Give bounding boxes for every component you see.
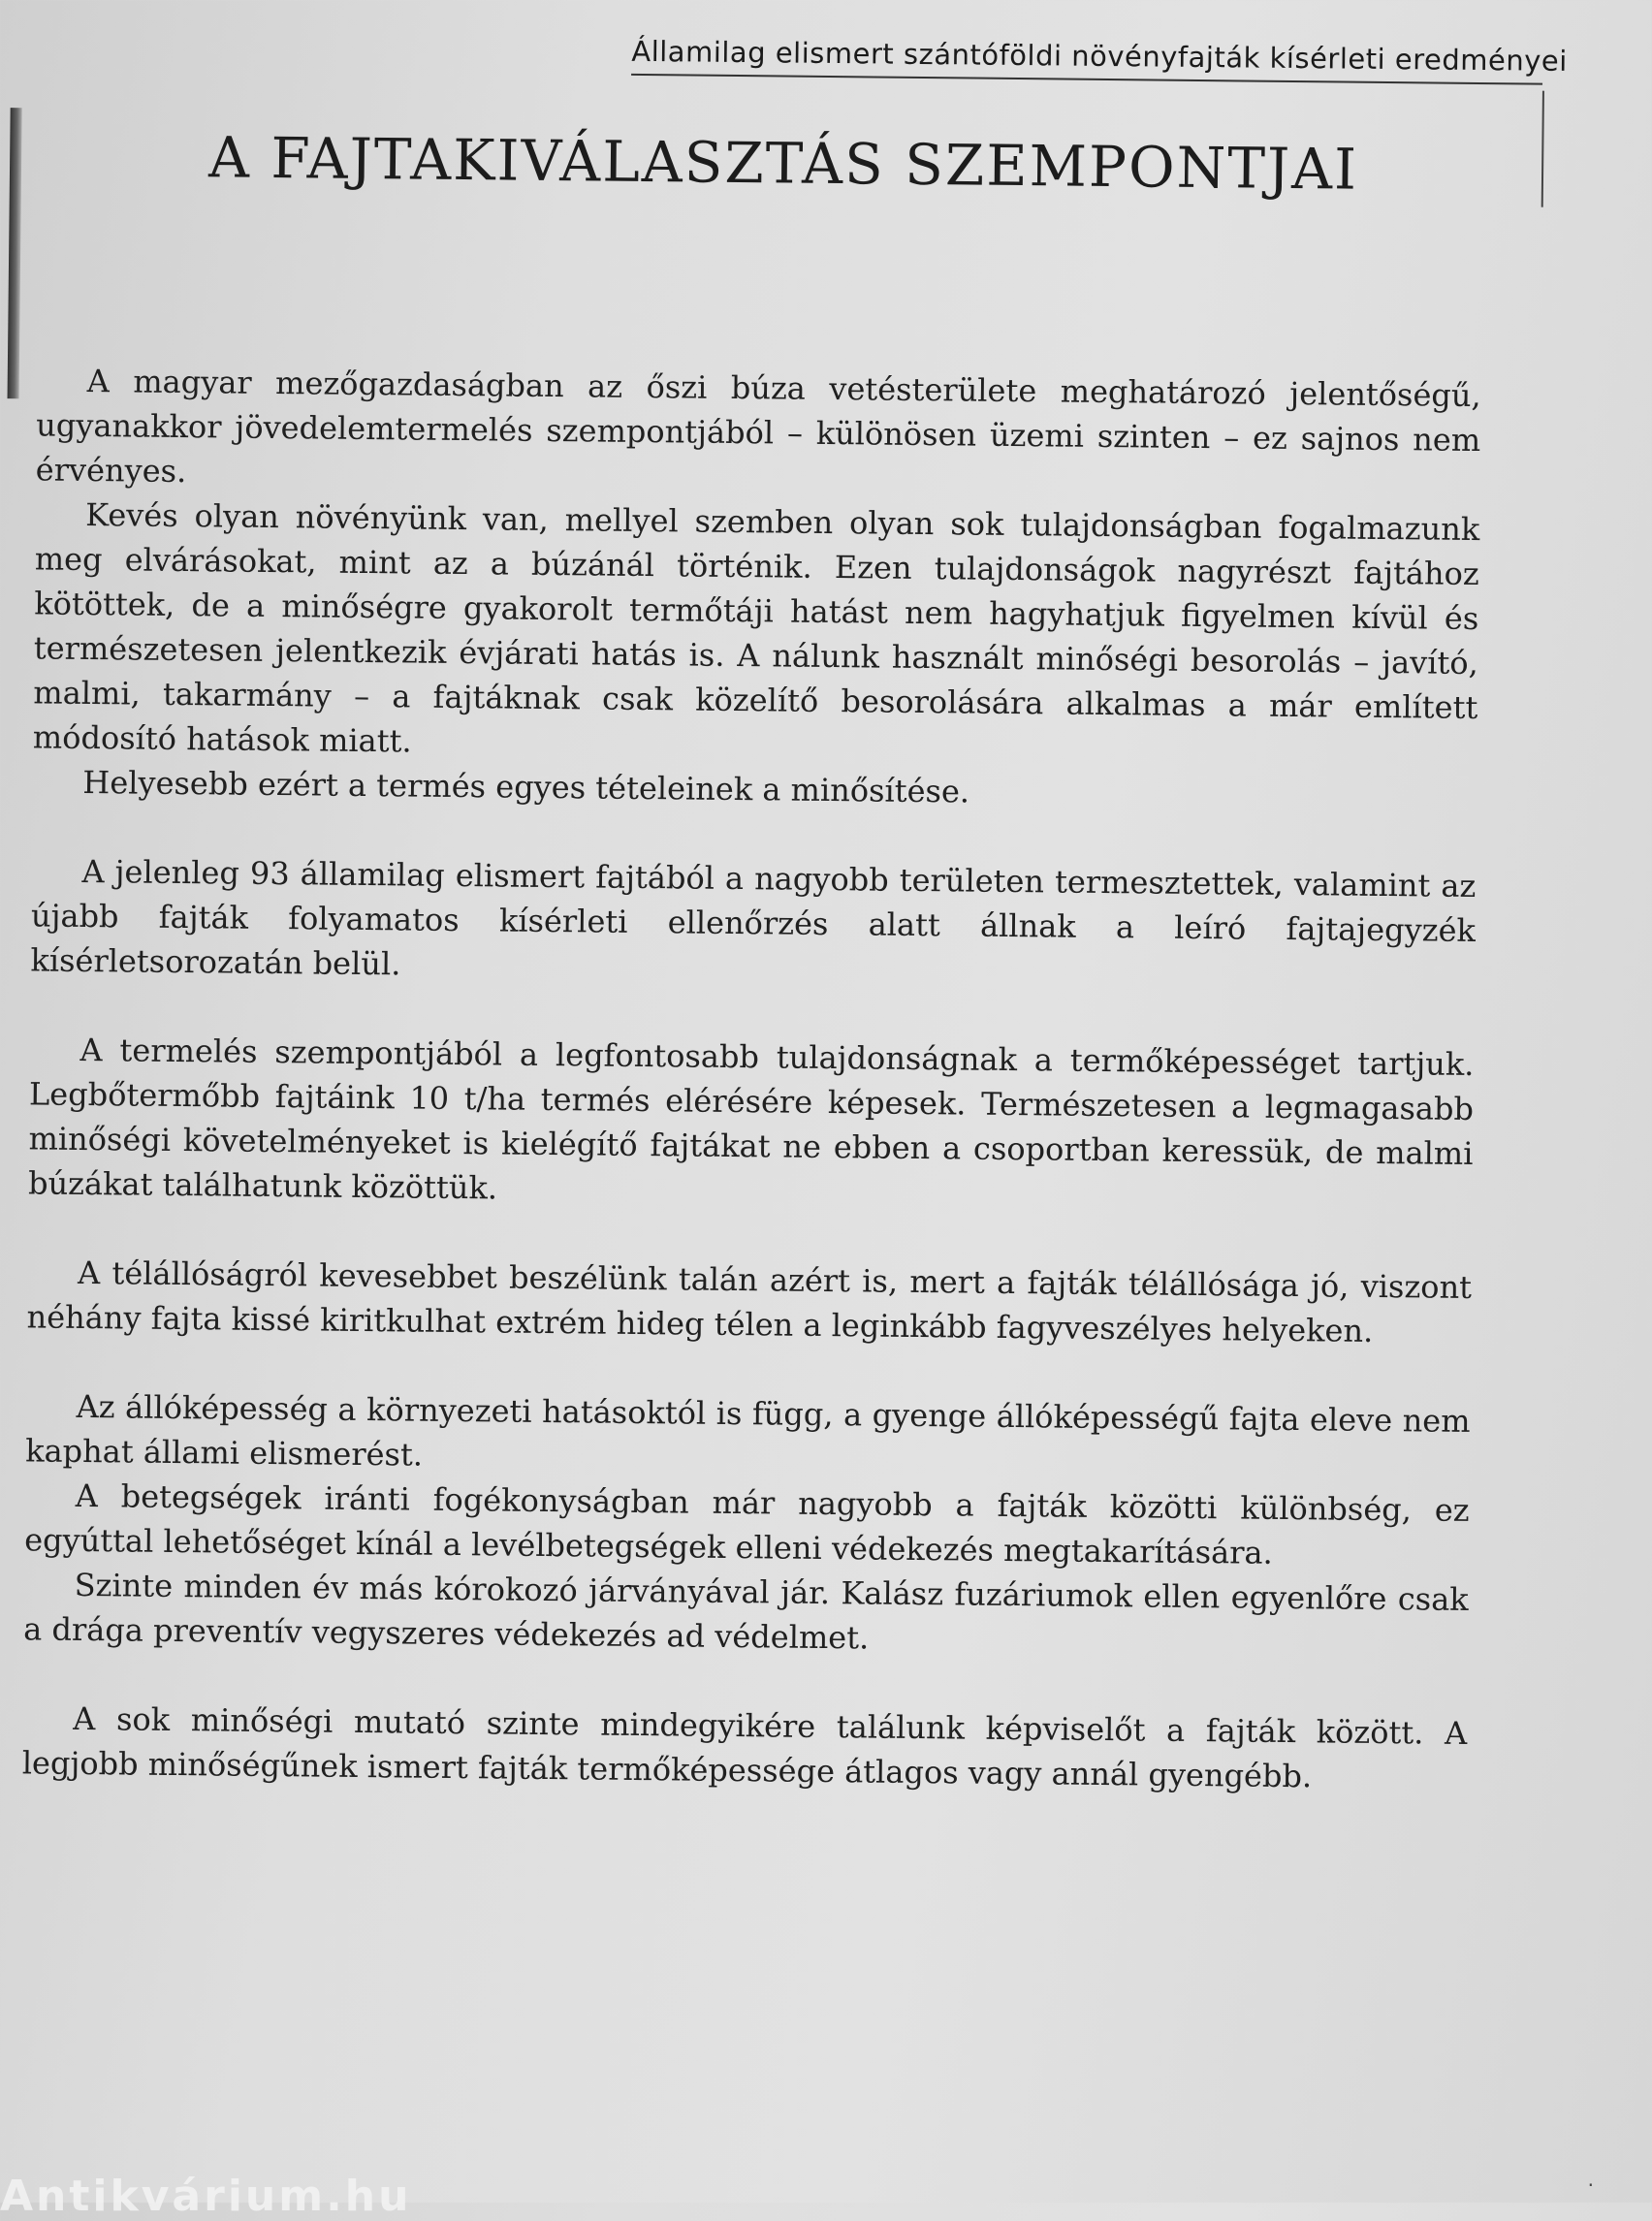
- binding-edge: [8, 108, 22, 398]
- paragraph-qualification: Helyesebb ezért a termés egyes tételeinek a minősítése.: [82, 763, 970, 810]
- paragraph-quality-indicators: A sok minőségi mutató szinte mindegyikére találunk képviselőt a fajták között. A legjobb minőségűnek ismert fajták termőképessége átlagos vagy annál gyengébb.: [21, 1699, 1468, 1795]
- chapter-title: A FAJTAKIVÁLASZTÁS SZEMPONTJAI: [207, 124, 1359, 203]
- paragraph-recognized-varieties: A jelenleg 93 államilag elismert fajtából a nagyobb területen termesztettek, valamint az újabb fajták folyamatos kísérleti ellenőrzés alatt állnak a leíró fajtajegyzék kísérletsorozatán belül.: [30, 852, 1477, 983]
- body-text: [22, 358, 1481, 1800]
- header-bracket: [1541, 91, 1544, 207]
- paragraph-requirements: Kevés olyan növényünk van, mellyel szemben olyan sok tulajdonságban fogalmazunk meg elvárásokat, mint az a búzánál történik. Ezen tulajdonságok nagyrészt fajtához kötöttek, de a minőségre gyakorolt termőtáji hatást nem hagyhatjuk figyelmen kívül és természetesen jelentkezik évjárati hatás is. A nálunk használt minőségi besorolás – javító, malmi, takarmány – a fajtáknak csak közelítő besorolására alkalmas a már említett módosító hatások miatt.: [32, 495, 1480, 760]
- paragraph-intro: A magyar mezőgazdaságban az őszi búza vetésterülete meghatározó jelentőségű, ugyanakkor jövedelemtermelés szempontjából – különösen üzemi szinten – ez sajnos nem érvényes.: [35, 362, 1481, 491]
- watermark: Antikvárium.hu: [0, 2172, 412, 2221]
- paragraph-winter-hardiness: A télállóságról kevesebbet beszélünk talán azért is, mert a fajták télállósága jó, viszont néhány fajta kissé kiritkulhat extrém hideg télen a leginkább fagyveszélyes helyeken.: [26, 1253, 1473, 1349]
- paragraph-standing-ability: Az állóképesség a környezeti hatásoktól is függ, a gyenge állóképességű fajta eleve nem kaphat állami elismerést.: [24, 1387, 1471, 1474]
- paragraph-yield: A termelés szempontjából a legfontosabb tulajdonságnak a termőképességet tartjuk. Legbőtermőbb fajtáink 10 t/ha termés elérésére képesek. Természetesen a legmagasabb minőségi követelményeket is kielégítő fajtákat ne ebben a csoportban keressük, de malmi búzákat találhatunk közöttük.: [27, 1031, 1475, 1207]
- paragraph-disease-susceptibility: A betegségek iránti fogékonyságban már nagyobb a fajták közötti különbség, ez egyúttal lehetőséget kínál a levélbetegségek elleni védekezés megtakarítására.: [24, 1476, 1470, 1571]
- paragraph-pathogens: Szinte minden év más kórokozó járványával jár. Kalász fuzáriumok ellen egyenlőre csak a drága preventív vegyszeres védekezés ad védelmet.: [23, 1566, 1469, 1657]
- corner-mark: ·: [1587, 2173, 1594, 2197]
- running-header: Államilag elismert szántóföldi növényfajták kísérleti eredményei: [631, 34, 1568, 78]
